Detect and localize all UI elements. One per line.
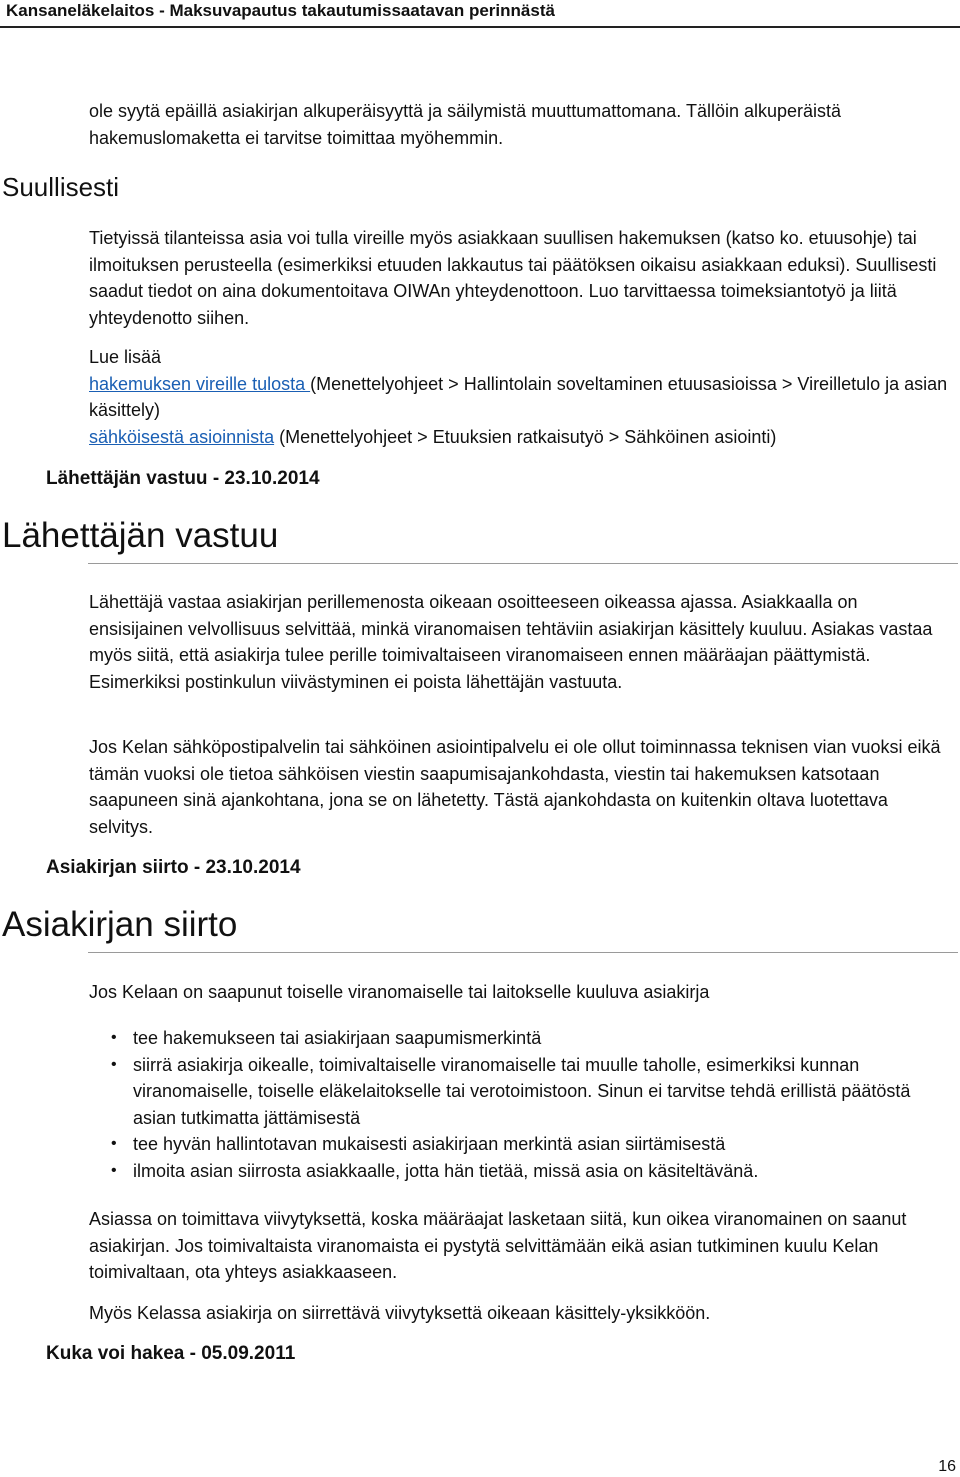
kuka-voi-hakea-date-heading: Kuka voi hakea - 05.09.2011 [46, 1343, 296, 1364]
read-more-label: Lue lisää [89, 347, 162, 367]
list-item: • siirrä asiakirja oikealle, toimivaltaiselle viranomaiselle tai muulle taholle, esimerkiksi kunnan viranomaiselle, toiselle eläkelaitokselle tai verotoimistoon. Sinun ei tarvitse tehdä erillistä päätöstä asian tutkimatta jättämisestä [89, 1052, 955, 1132]
link-vireille-tulo-suffix: (Menettelyohjeet > Hallintolain soveltaminen etuusasioissa > Vireilletulo ja asian käsittely) [89, 373, 948, 420]
bullet-icon: • [111, 1135, 117, 1152]
link-sahkoinen-asiointi[interactable]: sähköisestä asioinnista [89, 426, 275, 447]
link-vireille-tulo[interactable]: hakemuksen vireille tulosta [89, 373, 311, 394]
list-item: • tee hyvän hallintotavan mukaisesti asiakirjaan merkintä asian siirtämisestä [89, 1131, 955, 1158]
suullisesti-paragraph [89, 225, 955, 331]
section-divider [88, 952, 958, 953]
asiakirjan-siirto-text-2: Myös Kelassa asiakirja on siirrettävä viivytyksettä oikeaan käsittely-yksikköön. [89, 1303, 711, 1323]
bullet-icon: • [111, 1055, 117, 1073]
lahettajan-vastuu-text-2: Jos Kelan sähköpostipalvelin tai sähköinen asiointipalvelu ei ole ollut toiminnassa teknisen vian vuoksi eikä tämän vuoksi ole tietoa sähköisen viestin saapumisajankohdasta, viestin tai hakemuksen katsotaan saapuneen sinä ajankohtana, jona se on lähetetty. Tästä ajankohdasta on kuitenkin oltava luotettava selvitys. [89, 737, 941, 837]
read-more-item-1 [89, 371, 955, 424]
link-sahkoinen-asiointi-suffix: (Menettelyohjeet > Etuuksien ratkaisutyö > Sähköinen asiointi) [274, 426, 777, 447]
lahettajan-vastuu-date-heading: Lähettäjän vastuu - 23.10.2014 [46, 468, 320, 489]
suullisesti-heading: Suullisesti [2, 172, 120, 202]
lahettajan-vastuu-paragraph-2 [89, 734, 955, 840]
asiakirjan-siirto-paragraph-2 [89, 1300, 955, 1327]
header-divider [0, 26, 960, 28]
document-header-title: Kansaneläkelaitos - Maksuvapautus takautumissaatavan perinnästä [6, 1, 555, 20]
section-divider [88, 563, 958, 564]
list-item: • tee hakemukseen tai asiakirjaan saapumismerkintä [89, 1025, 955, 1052]
asiakirjan-siirto-intro-text: Jos Kelaan on saapunut toiselle viranomaiselle tai laitokselle kuuluva asiakirja [89, 982, 710, 1002]
bullet-icon: • [111, 1161, 117, 1179]
page-number: 16 [938, 1458, 956, 1475]
lahettajan-vastuu-text-1: Lähettäjä vastaa asiakirjan perillemenosta oikeaan osoitteeseen oikeassa ajassa. Asiakkaalla on ensisijainen velvollisuus selvittää, minkä viranomaisen tehtäviin asiakirjan käsittely kuuluu. Asiakas vastaa myös siitä, että asiakirja tulee perille toimivaltaiseen viranomaiseen ennen määräajan päättymistä. Esimerkiksi postinkulun viivästyminen ei poista lähettäjän vastuuta. [89, 592, 933, 692]
intro-paragraph [89, 98, 955, 151]
asiakirjan-siirto-paragraph-1 [89, 1206, 955, 1286]
asiakirjan-siirto-date-heading: Asiakirjan siirto - 23.10.2014 [46, 857, 301, 878]
read-more-block [89, 344, 955, 450]
read-more-item-2 [89, 424, 955, 451]
suullisesti-text: Tietyissä tilanteissa asia voi tulla vireille myös asiakkaan suullisen hakemuksen (katso ko. etuusohje) tai ilmoituksen perusteella (esimerkiksi etuuden lakkautus tai päätöksen oikaisu asiakkaan eduksi). Suullisesti saadut tiedot on aina dokumentoitava OIWAn yhteydenottoon. Luo tarvittaessa toimeksiantotyö ja liitä yhteydenotto siihen. [89, 228, 937, 328]
asiakirjan-siirto-intro [89, 979, 955, 1006]
asiakirjan-siirto-text-1: Asiassa on toimittava viivytyksettä, koska määräajat lasketaan siitä, kun oikea viranomainen on saanut asiakirjan. Jos toimivaltaista viranomaista ei pystytä selvittämään eikä asian tutkiminen kuulu Kelan toimivaltaan, ota yhteys asiakkaaseen. [89, 1209, 907, 1282]
intro-text: ole syytä epäillä asiakirjan alkuperäisyyttä ja säilymistä muuttumattomana. Tällöin alkuperäistä hakemuslomaketta ei tarvitse toimittaa myöhemmin. [89, 101, 842, 148]
asiakirjan-siirto-heading: Asiakirjan siirto [2, 905, 238, 944]
list-item: • ilmoita asian siirrosta asiakkaalle, jotta hän tietää, missä asia on käsiteltävänä. [89, 1158, 955, 1185]
lahettajan-vastuu-heading: Lähettäjän vastuu [2, 516, 279, 555]
bullet-icon: • [111, 1029, 117, 1046]
siirto-bullet-list [89, 1025, 955, 1184]
lahettajan-vastuu-paragraph-1 [89, 589, 955, 695]
